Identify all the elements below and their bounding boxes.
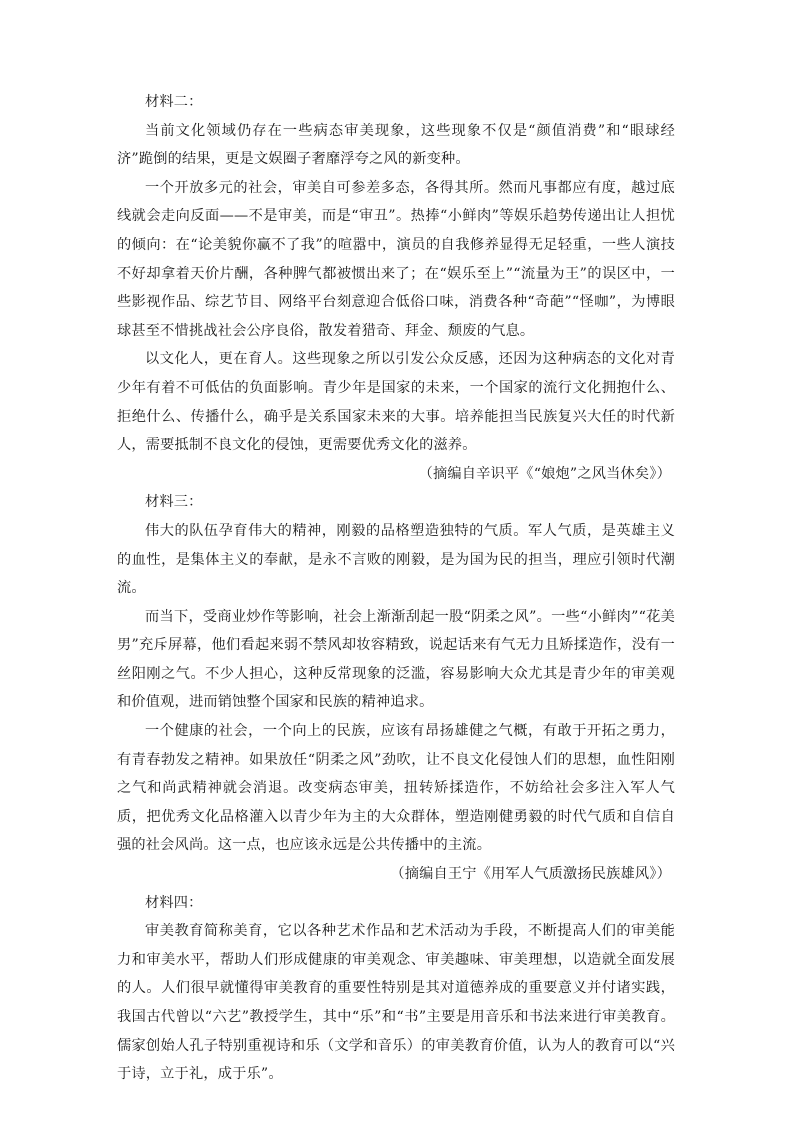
material-2-paragraph-1: 当前文化领域仍存在一些病态审美现象，这些现象不仅是“颜值消费”和“眼球经济”跪倒的结果，更是文娱圈子奢靡浮夸之风的新变种。 (117, 122, 675, 168)
material-3-label: 材料三： (145, 494, 203, 511)
material-2-label: 材料二： (145, 94, 203, 110)
material-3-paragraph-1: 伟大的队伍孕育伟大的精神，刚毅的品格塑造独特的气质。军人气质，是英雄主义的血性，是集体主义的奉献，是永不言败的刚毅，是为国为民的担当，理应引领时代潮流。 (117, 522, 675, 597)
material-4-label: 材料四： (145, 894, 203, 911)
material-3-source: （摘编自王宁《用军人气质激扬民族雄风》） (390, 866, 671, 883)
material-2-paragraph-3: 以文化人，更在育人。这些现象之所以引发公众反感，还因为这种病态的文化对青少年有着不可低估的负面影响。青少年是国家的未来，一个国家的流行文化拥抱什么、拒绝什么、传播什么，确乎是关系国家未来的大事。培养能担当民族复兴大任的时代新人，需要抵制不良文化的侵蚀，更需要优秀文化的滋养。 (117, 351, 675, 454)
material-2-source: （摘编自辛识平《“娘炮”之风当休矣》） (418, 465, 671, 482)
material-2-paragraph-2: 一个开放多元的社会，审美自可参差多态，各得其所。然而凡事都应有度，越过底线就会走向反面——不是审美，而是“审丑”。热捧“小鲜肉”等娱乐趋势传递出让人担忧的倾向：在“论美貌你赢不了我”的喧嚣中，演员的自我修养显得无足轻重，一些人演技不好却拿着天价片酬，各种脾气都被惯出来了；在“娱乐至上”“流量为王”的误区中，一些影视作品、综艺节目、网络平台刻意迎合低俗口味，消费各种“奇葩”“怪咖”，为博眼球甚至不惜挑战社会公序良俗，散发着猎奇、拜金、颓废的气息。 (117, 179, 675, 339)
material-3-paragraph-2: 而当下，受商业炒作等影响，社会上渐渐刮起一股“阴柔之风”。一些“小鲜肉”“花美男”充斥屏幕，他们看起来弱不禁风却妆容精致，说起话来有气无力且矫揉造作，没有一丝阳刚之气。不少人担心，这种反常现象的泛滥，容易影响大众尤其是青少年的审美观和价值观，进而销蚀整个国家和民族的精神追求。 (117, 608, 675, 711)
document-body (117, 88, 675, 1089)
material-3-paragraph-3: 一个健康的社会，一个向上的民族，应该有昂扬雄健之气概，有敢于开拓之勇力，有青春勃发之精神。如果放任“阴柔之风”劲吹，让不良文化侵蚀人们的思想，血性阳刚之气和尚武精神就会消退。改变病态审美，扭转矫揉造作，不妨给社会多注入军人气质，把优秀文化品格灌入以青少年为主的大众群体，塑造刚健勇毅的时代气质和自信自强的社会风尚。这一点，也应该永远是公共传播中的主流。 (117, 723, 675, 854)
material-4-paragraph-1: 审美教育简称美育，它以各种艺术作品和艺术活动为手段，不断提高人们的审美能力和审美水平，帮助人们形成健康的审美观念、审美趣味、审美理想，以造就全面发展的人。人们很早就懂得审美教育的重要性特别是其对道德养成的重要意义并付诸实践，我国古代曾以“六艺”教授学生，其中“乐”和“书”主要是用音乐和书法来进行审美教育。儒家创始人孔子特别重视诗和乐（文学和音乐）的审美教育价值，认为人的教育可以“兴于诗，立于礼，成于乐”。 (117, 923, 675, 1083)
